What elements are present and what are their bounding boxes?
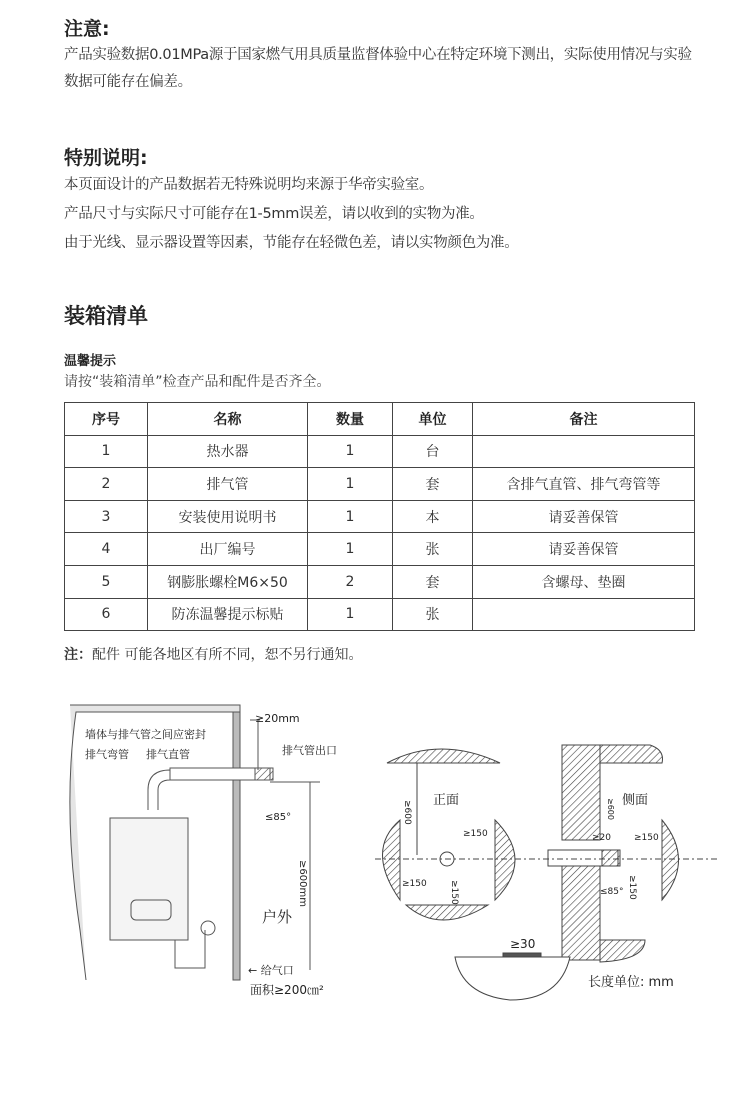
row-remark: 含排气直管、排气弯管等 xyxy=(473,468,695,501)
packing-title: 装箱清单 xyxy=(64,304,148,328)
special-line-3: 由于光线、显示器设置等因素，节能存在轻微色差，请以实物颜色为准。 xyxy=(64,235,519,251)
installation-diagram xyxy=(0,690,750,1020)
table-row xyxy=(65,565,695,598)
col-name: 名称 xyxy=(148,403,308,436)
label-inlet: ← 给气口 xyxy=(248,964,294,977)
row-unit: 张 xyxy=(393,598,473,631)
table-row xyxy=(65,468,695,501)
table-row xyxy=(65,500,695,533)
front-600: ≥600 xyxy=(402,800,412,825)
packing-note xyxy=(64,644,362,664)
row-qty: 1 xyxy=(308,598,393,631)
row-name: 热水器 xyxy=(148,435,308,468)
row-qty: 1 xyxy=(308,533,393,566)
special-title: 特别说明: xyxy=(64,147,148,169)
special-line-2: 产品尺寸与实际尺寸可能存在1-5mm误差，请以收到的实物为准。 xyxy=(64,206,484,222)
row-index: 6 xyxy=(65,598,148,631)
note-label: 注： xyxy=(64,647,92,663)
row-index: 2 xyxy=(65,468,148,501)
label-outlet: 排气管出口 xyxy=(282,744,337,757)
row-unit: 套 xyxy=(393,565,473,598)
row-index: 1 xyxy=(65,435,148,468)
row-remark: 请妥善保管 xyxy=(473,500,695,533)
row-name: 安装使用说明书 xyxy=(148,500,308,533)
label-seal: 墙体与排气管之间应密封 xyxy=(85,728,206,741)
side-150-right: ≥150 xyxy=(634,833,659,843)
front-150-bottom: ≥150 xyxy=(449,880,459,905)
table-row xyxy=(65,533,695,566)
label-side: 侧面 xyxy=(622,793,649,808)
side-20: ≥20 xyxy=(592,833,611,843)
row-index: 4 xyxy=(65,533,148,566)
row-index: 3 xyxy=(65,500,148,533)
label-area: 面积≥200㎝² xyxy=(250,983,324,997)
note-text: 配件 可能各地区有所不同，恕不另行通知。 xyxy=(92,647,363,663)
label-30: ≥30 xyxy=(510,937,536,951)
label-unit: 长度单位: mm xyxy=(588,975,674,990)
row-remark xyxy=(473,598,695,631)
row-qty: 1 xyxy=(308,435,393,468)
row-index: 5 xyxy=(65,565,148,598)
side-150-bottom: ≥150 xyxy=(627,875,637,900)
table-row xyxy=(65,435,695,468)
front-150-right: ≥150 xyxy=(463,829,488,839)
tip-title: 温馨提示 xyxy=(64,354,117,369)
row-qty: 1 xyxy=(308,468,393,501)
table-row xyxy=(65,598,695,631)
label-elbow: 排气弯管 xyxy=(85,748,129,761)
label-height: ≥600mm xyxy=(297,860,308,907)
packing-table xyxy=(64,402,695,631)
label-front: 正面 xyxy=(433,793,460,808)
col-qty: 数量 xyxy=(308,403,393,436)
col-index: 序号 xyxy=(65,403,148,436)
notice-text: 产品实验数据0.01MPa源于国家燃气用具质量监督体验中心在特定环境下测出，实际使用情况与实验数据可能存在偏差。 xyxy=(64,47,692,90)
tip-text: 请按“装箱清单”检查产品和配件是否齐全。 xyxy=(64,374,331,390)
row-remark: 含螺母、垫圈 xyxy=(473,565,695,598)
label-outdoor: 户外 xyxy=(262,908,293,926)
notice-title: 注意: xyxy=(64,18,110,40)
row-name: 排气管 xyxy=(148,468,308,501)
side-angle: ≤85° xyxy=(600,887,624,897)
row-remark: 请妥善保管 xyxy=(473,533,695,566)
row-name: 出厂编号 xyxy=(148,533,308,566)
label-gap: ≥20mm xyxy=(255,712,300,725)
table-header xyxy=(65,403,695,436)
col-unit: 单位 xyxy=(393,403,473,436)
row-remark xyxy=(473,435,695,468)
row-unit: 台 xyxy=(393,435,473,468)
row-unit: 张 xyxy=(393,533,473,566)
label-straight: 排气直管 xyxy=(146,748,190,761)
col-remark: 备注 xyxy=(473,403,695,436)
row-name: 防冻温馨提示标贴 xyxy=(148,598,308,631)
row-qty: 1 xyxy=(308,500,393,533)
side-600: ≥600 xyxy=(606,798,615,820)
special-line-1: 本页面设计的产品数据若无特殊说明均来源于华帝实验室。 xyxy=(64,177,434,193)
row-name: 钢膨胀螺栓M6×50 xyxy=(148,565,308,598)
front-150-left: ≥150 xyxy=(402,879,427,889)
label-angle: ≤85° xyxy=(265,812,292,823)
row-unit: 本 xyxy=(393,500,473,533)
row-unit: 套 xyxy=(393,468,473,501)
row-qty: 2 xyxy=(308,565,393,598)
